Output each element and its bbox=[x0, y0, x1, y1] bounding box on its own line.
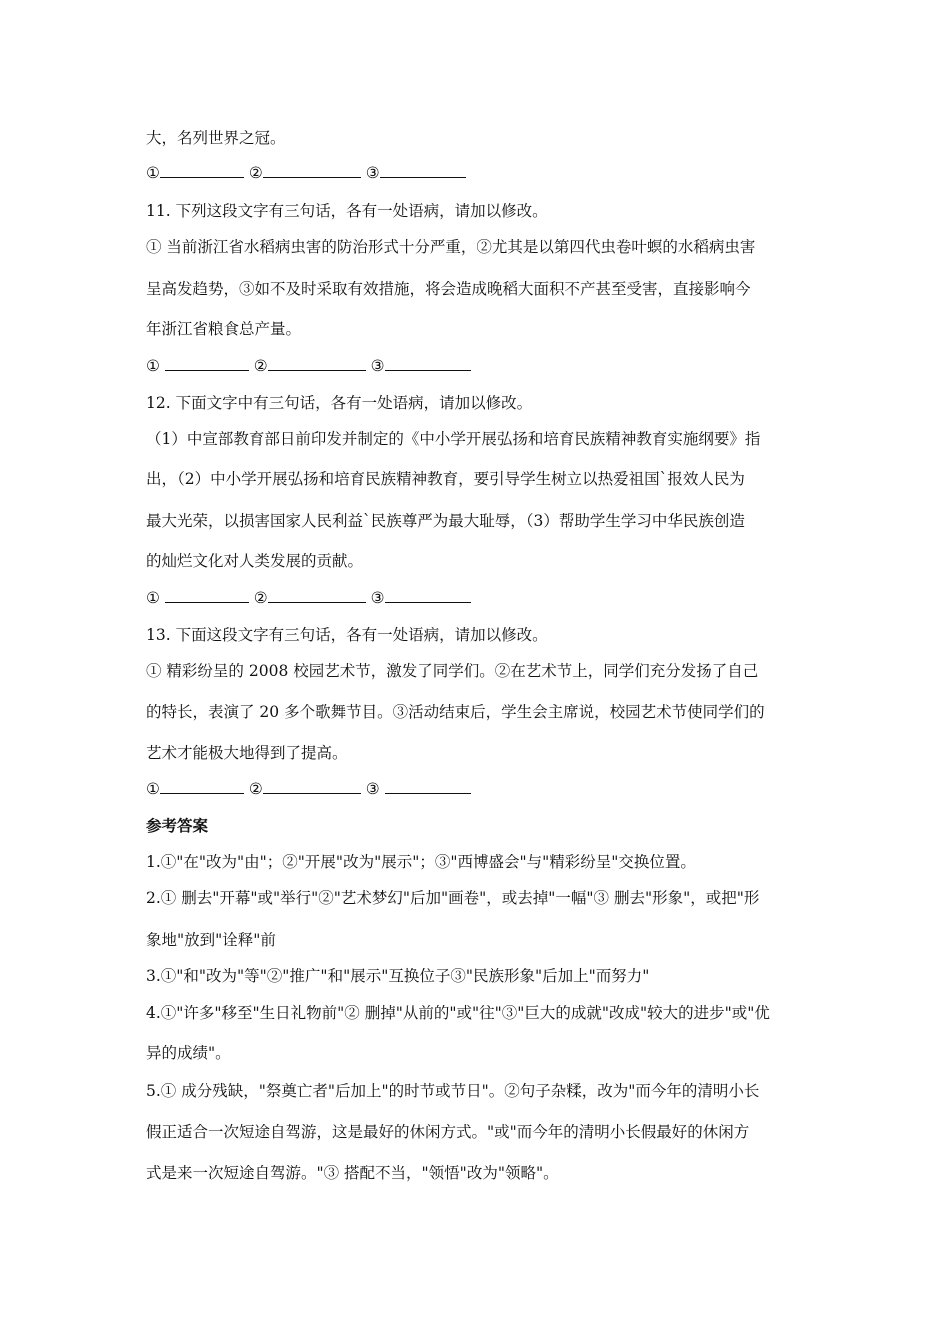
question-12-line: 出，（2）中小学开展弘扬和培育民族精神教育，要引导学生树立以热爱祖国`报效人民为 bbox=[146, 470, 745, 488]
blank-1[interactable] bbox=[165, 356, 249, 371]
question-12-line: 最大光荣，以损害国家人民利益`民族尊严为最大耻辱，（3）帮助学生学习中华民族创造 bbox=[146, 512, 745, 530]
blank-marker-1: ① bbox=[146, 589, 160, 607]
blank-3[interactable] bbox=[385, 779, 471, 794]
blank-2[interactable] bbox=[263, 779, 361, 794]
blank-marker-2: ② bbox=[253, 357, 268, 375]
blank-marker-1: ① bbox=[146, 357, 160, 375]
blank-1[interactable] bbox=[160, 163, 244, 178]
question-12-title: 12. 下面文字中有三句话，各有一处语病，请加以修改。 bbox=[146, 394, 533, 412]
question-12-line: 的灿烂文化对人类发展的贡献。 bbox=[146, 552, 364, 570]
blank-3[interactable] bbox=[385, 356, 471, 371]
question-11-line: 呈高发趋势，③如不及时采取有效措施，将会造成晚稻大面积不产甚至受害，直接影响今 bbox=[146, 280, 751, 298]
answer-line: 3.①"和"改为"等"②"推广"和"展示"互换位子③"民族形象"后加上"而努力" bbox=[146, 967, 650, 985]
question-13-line: 艺术才能极大地得到了提高。 bbox=[146, 744, 348, 762]
blank-marker-1: ① bbox=[146, 780, 160, 798]
question-12-line: （1）中宣部教育部日前印发并制定的《中小学开展弘扬和培育民族精神教育实施纲要》指 bbox=[146, 430, 761, 448]
blank-marker-2: ② bbox=[253, 589, 268, 607]
answer-line: 5.① 成分残缺，"祭奠亡者"后加上"的时节或节日"。②句子杂糅，改为"而今年的清明小长 bbox=[146, 1082, 760, 1100]
blank-1[interactable] bbox=[165, 588, 249, 603]
blank-2[interactable] bbox=[268, 588, 366, 603]
blank-3[interactable] bbox=[380, 163, 466, 178]
blank-3[interactable] bbox=[385, 588, 471, 603]
blank-marker-2: ② bbox=[248, 780, 263, 798]
blank-marker-2: ② bbox=[248, 164, 263, 182]
answer-line: 1.①"在"改为"由"；②"开展"改为"展示"；③"西博盛会"与"精彩纷呈"交换位置。 bbox=[146, 853, 696, 871]
answer-line: 异的成绩"。 bbox=[146, 1044, 231, 1062]
blank-marker-3: ③ bbox=[370, 357, 385, 375]
answer-line: 式是来一次短途自驾游。"③ 搭配不当，"领悟"改为"领略"。 bbox=[146, 1164, 559, 1182]
answer-blanks-q13 bbox=[146, 778, 806, 800]
question-13-line: 的特长，表演了 20 多个歌舞节目。③活动结束后，学生会主席说，校园艺术节使同学们的 bbox=[146, 703, 765, 721]
question-13-line: ① 精彩纷呈的 2008 校园艺术节，激发了同学们。②在艺术节上，同学们充分发扬了自己 bbox=[146, 662, 759, 680]
blank-1[interactable] bbox=[160, 779, 244, 794]
answer-line: 假正适合一次短途自驾游，这是最好的休闲方式。"或"而今年的清明小长假最好的休闲方 bbox=[146, 1123, 750, 1141]
blank-2[interactable] bbox=[268, 356, 366, 371]
blank-2[interactable] bbox=[263, 163, 361, 178]
blank-marker-3: ③ bbox=[365, 780, 380, 798]
blank-marker-3: ③ bbox=[370, 589, 385, 607]
question-11-line: 年浙江省粮食总产量。 bbox=[146, 320, 302, 338]
question-11-title: 11. 下列这段文字有三句话，各有一处语病，请加以修改。 bbox=[146, 202, 548, 220]
answers-heading: 参考答案 bbox=[146, 817, 209, 835]
answer-blanks-q11 bbox=[146, 355, 806, 377]
answer-blanks-q12 bbox=[146, 587, 806, 609]
blank-marker-1: ① bbox=[146, 164, 160, 182]
answer-line: 2.① 删去"开幕"或"举行"②"艺术梦幻"后加"画卷"，或去掉"一幅"③ 删去"形象"，或把"形 bbox=[146, 889, 760, 907]
answer-line: 象地"放到"诠释"前 bbox=[146, 931, 276, 949]
intro-tail: 大，名列世界之冠。 bbox=[146, 129, 286, 147]
answer-blanks-q10 bbox=[146, 162, 806, 184]
question-11-line: ① 当前浙江省水稻病虫害的防治形式十分严重，②尤其是以第四代虫卷叶螟的水稻病虫害 bbox=[146, 238, 756, 256]
blank-marker-3: ③ bbox=[365, 164, 380, 182]
answer-line: 4.①"许多"移至"生日礼物前"② 删掉"从前的"或"往"③"巨大的成就"改成"较大的进步"或"优 bbox=[146, 1004, 770, 1022]
question-13-title: 13. 下面这段文字有三句话，各有一处语病，请加以修改。 bbox=[146, 626, 548, 644]
